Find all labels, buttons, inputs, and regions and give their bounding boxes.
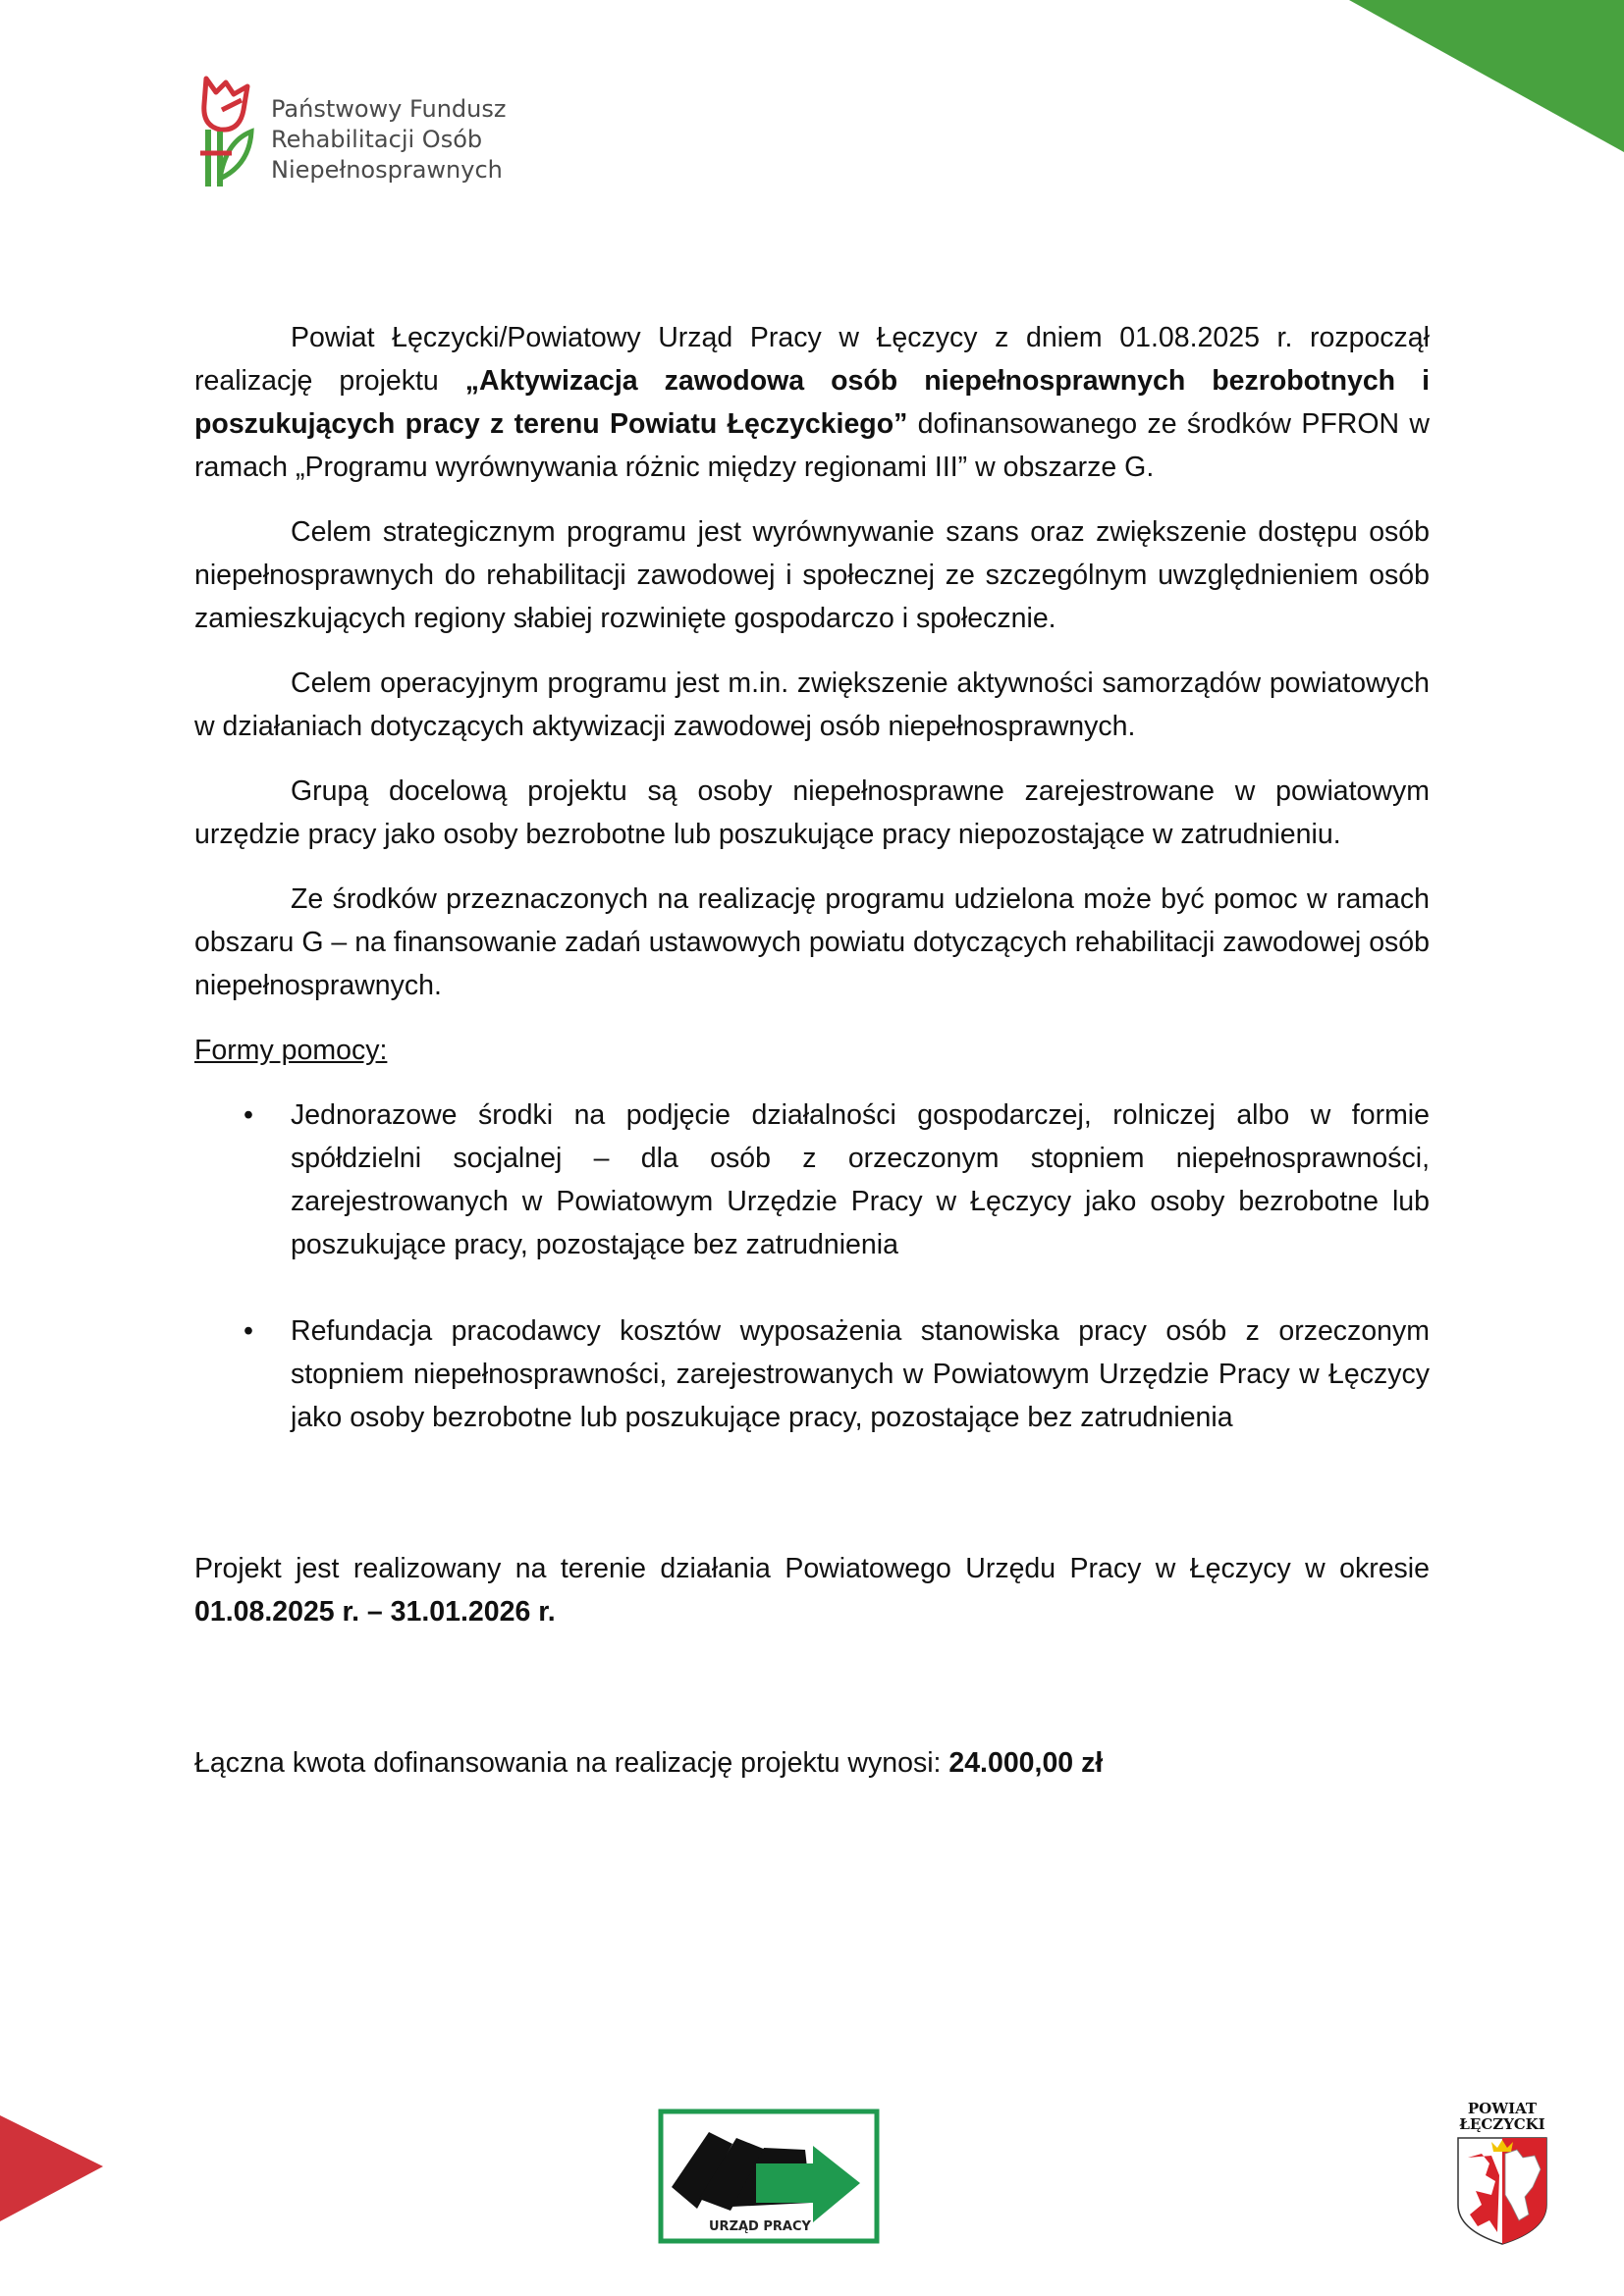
green-corner-triangle — [1310, 0, 1624, 152]
period-text: Projekt jest realizowany na terenie działania Powiatowego Urzędu Pracy w Łęczycy w okresie — [194, 1553, 1430, 1584]
pfron-name-line: Niepełnosprawnych — [271, 156, 503, 184]
period-dates: 01.08.2025 r. – 31.01.2026 r. — [194, 1596, 556, 1628]
urzad-pracy-logo — [658, 2109, 880, 2244]
pfron-name — [271, 94, 506, 186]
pfron-logo — [196, 71, 550, 198]
period-paragraph — [194, 1547, 1430, 1633]
urzad-pracy-label: URZĄD PRACY — [709, 2219, 811, 2234]
target-group-paragraph: Grupą docelową projektu są osoby niepełnosprawne zarejestrowane w powiatowym urzędzie pracy jako osoby bezrobotne lub poszukujące pracy niepozostające w zatrudnieniu. — [194, 775, 1430, 850]
forms-of-help-label: Formy pomocy: — [194, 1035, 388, 1066]
intro-paragraph — [194, 316, 1430, 489]
funding-scope-paragraph: Ze środków przeznaczonych na realizację programu udzielona może być pomoc w ramach obszaru G – na finansowanie zadań ustawowych powiatu dotyczących rehabilitacji zawodowej osób niepełnosprawnych. — [194, 883, 1430, 1001]
forms-of-help-list — [194, 1094, 1430, 1439]
funding-paragraph — [194, 1741, 1430, 1785]
intro-text: Powiat Łęczycki/Powiatowy Urząd Pracy w Łęczycy z dniem 01.08.2025 r. rozpoczął realizację projektu — [194, 322, 1430, 397]
bullet-icon: • — [244, 1315, 253, 1347]
red-corner-triangle — [0, 2115, 108, 2223]
list-item-text: Jednorazowe środki na podjęcie działalności gospodarczej, rolniczej albo w formie spółdzielni socjalnej – dla osób z orzeczonym stopniem niepełnosprawności, zarejestrowanych w Powiatowym Urzędzie Pracy w Łęczycy jako osoby bezrobotne lub poszukujące pracy, pozostające bez zatrudnienia — [291, 1099, 1430, 1260]
powiat-coat-of-arms — [1448, 2101, 1556, 2248]
list-item — [244, 1309, 1430, 1439]
project-title: „Aktywizacja zawodowa osób niepełnosprawnych bezrobotnych i poszukujących pracy z terenu Powiatu Łęczyckiego” — [194, 365, 1430, 440]
operational-goal-paragraph: Celem operacyjnym programu jest m.in. zwiększenie aktywności samorządów powiatowych w działaniach dotyczących aktywizacji zawodowej osób niepełnosprawnych. — [194, 667, 1430, 742]
tulip-icon — [196, 71, 260, 193]
funding-text: Łączna kwota dofinansowania na realizację projektu wynosi: — [194, 1747, 949, 1779]
bullet-icon: • — [244, 1099, 253, 1131]
pfron-name-line: Rehabilitacji Osób — [271, 126, 483, 153]
coat-title — [1448, 2101, 1556, 2132]
strategic-goal-paragraph: Celem strategicznym programu jest wyrównywanie szans oraz zwiększenie dostępu osób niepełnosprawnych do rehabilitacji zawodowej i społecznej ze szczególnym uwzględnieniem osób zamieszkujących regiony słabiej rozwinięte gospodarczo i społecznie. — [194, 516, 1430, 634]
intro-outro: dofinansowanego ze środków PFRON w ramach „Programu wyrównywania różnic między regionami III” w obszarze G. — [194, 408, 1430, 483]
document-body — [194, 316, 1430, 1806]
coat-title-line: ŁĘCZYCKI — [1459, 2115, 1545, 2133]
funding-amount: 24.000,00 zł — [948, 1747, 1104, 1779]
list-item-text: Refundacja pracodawcy kosztów wyposażenia stanowiska pracy osób z orzeczonym stopniem niepełnosprawności, zarejestrowanych w Powiatowym Urzędzie Pracy w Łęczycy jako osoby bezrobotne lub poszukujące pracy, pozostające bez zatrudnienia — [291, 1315, 1430, 1433]
list-item — [244, 1094, 1430, 1266]
pfron-name-line: Państwowy Fundusz — [271, 95, 507, 123]
shield-icon — [1456, 2136, 1548, 2246]
coat-title-line: POWIAT — [1467, 2100, 1538, 2117]
